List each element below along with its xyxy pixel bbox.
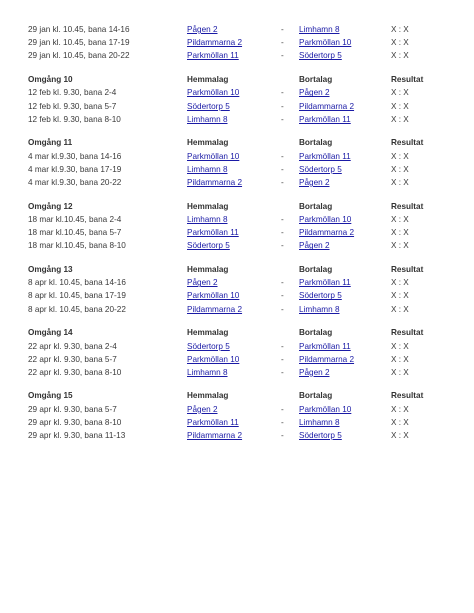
away-team-link[interactable]: Pildammarna 2 (299, 228, 355, 238)
home-team-link[interactable]: Parkmöllan 11 (187, 418, 239, 427)
round-header (0, 390, 474, 402)
match-date: 4 mar kl.9.30, bana 17-19 (28, 164, 122, 174)
match-row (0, 367, 474, 379)
home-team-link[interactable]: Limhamn 8 (187, 214, 228, 224)
away-team-link[interactable]: Parkmöllan 10 (299, 214, 352, 224)
away-team-link[interactable]: Pågen 2 (299, 178, 330, 187)
round-title: Omgång 15 (28, 391, 73, 401)
home-team-link[interactable]: Parkmöllan 10 (187, 354, 240, 364)
match-date: 29 apr kl. 9.30, bana 5-7 (28, 404, 117, 414)
match-date: 8 apr kl. 10.45, bana 20-22 (28, 304, 126, 314)
away-team-link[interactable]: Södertorp 5 (299, 164, 342, 174)
away-team-link[interactable]: Södertorp 5 (299, 431, 342, 441)
match-separator: - (281, 291, 284, 301)
round-title: Omgång 12 (28, 201, 73, 211)
match-date: 8 apr kl. 10.45, bana 17-19 (28, 291, 126, 301)
match-result: X : X (391, 341, 409, 351)
match-date: 4 mar kl.9.30, bana 14-16 (28, 151, 122, 161)
match-row (0, 341, 474, 353)
home-team-link[interactable]: Pildammarna 2 (187, 304, 243, 314)
match-separator: - (281, 114, 284, 124)
round-header (0, 201, 474, 213)
match-date: 18 mar kl.10.45, bana 2-4 (28, 214, 122, 224)
match-row (0, 151, 474, 163)
match-date: 22 apr kl. 9.30, bana 5-7 (28, 354, 117, 364)
match-result: X : X (391, 51, 409, 61)
match-result: X : X (391, 38, 409, 48)
round-header (0, 74, 474, 86)
home-team-header: Hemmalag (187, 74, 229, 84)
match-separator: - (281, 404, 284, 414)
away-team-link[interactable]: Parkmöllan 11 (299, 278, 351, 288)
away-team-link[interactable]: Limhamn 8 (299, 418, 340, 427)
match-result: X : X (391, 431, 409, 441)
away-team-link[interactable]: Södertorp 5 (299, 291, 342, 301)
home-team-header: Hemmalag (187, 264, 229, 274)
match-date: 12 feb kl. 9.30, bana 5-7 (28, 101, 117, 111)
match-row (0, 164, 474, 176)
away-team-link[interactable]: Pildammarna 2 (299, 101, 355, 111)
match-row (0, 430, 474, 442)
result-header: Resultat (391, 138, 424, 148)
away-team-link[interactable]: Parkmöllan 11 (299, 151, 351, 161)
home-team-link[interactable]: Pågen 2 (187, 278, 218, 288)
away-team-link[interactable]: Pågen 2 (299, 367, 330, 377)
match-row (0, 304, 474, 316)
match-separator: - (281, 178, 284, 187)
match-separator: - (281, 354, 284, 364)
home-team-link[interactable]: Södertorp 5 (187, 101, 230, 111)
round-header (0, 327, 474, 339)
match-date: 29 jan kl. 10.45, bana 20-22 (28, 51, 130, 61)
match-separator: - (281, 164, 284, 174)
match-row (0, 177, 474, 189)
match-result: X : X (391, 25, 409, 34)
round-header (0, 137, 474, 149)
match-date: 12 feb kl. 9.30, bana 2-4 (28, 88, 117, 98)
match-result: X : X (391, 101, 409, 111)
away-team-link[interactable]: Limhamn 8 (299, 304, 340, 314)
match-result: X : X (391, 367, 409, 377)
away-team-header: Bortalag (299, 328, 333, 338)
away-team-header: Bortalag (299, 74, 333, 84)
away-team-header: Bortalag (299, 138, 333, 148)
match-separator: - (281, 431, 284, 441)
match-date: 4 mar kl.9.30, bana 20-22 (28, 178, 122, 187)
away-team-link[interactable]: Parkmöllan 11 (299, 341, 351, 351)
match-result: X : X (391, 404, 409, 414)
result-header: Resultat (391, 201, 424, 211)
home-team-header: Hemmalag (187, 328, 229, 338)
match-separator: - (281, 101, 284, 111)
match-result: X : X (391, 164, 409, 174)
away-team-link[interactable]: Parkmöllan 11 (299, 114, 351, 124)
match-result: X : X (391, 114, 409, 124)
match-result: X : X (391, 291, 409, 301)
match-separator: - (281, 304, 284, 314)
match-date: 18 mar kl.10.45, bana 5-7 (28, 228, 122, 238)
match-row (0, 227, 474, 239)
home-team-link[interactable]: Södertorp 5 (187, 341, 230, 351)
match-row (0, 87, 474, 99)
result-header: Resultat (391, 264, 424, 274)
away-team-link[interactable]: Pågen 2 (299, 88, 330, 98)
match-separator: - (281, 341, 284, 351)
away-team-link[interactable]: Parkmöllan 10 (299, 38, 352, 48)
result-header: Resultat (391, 391, 424, 401)
match-row (0, 37, 474, 49)
away-team-link[interactable]: Parkmöllan 10 (299, 404, 352, 414)
away-team-header: Bortalag (299, 264, 333, 274)
match-row (0, 214, 474, 226)
away-team-link[interactable]: Södertorp 5 (299, 51, 342, 61)
home-team-link[interactable]: Pildammarna 2 (187, 38, 243, 48)
match-row (0, 290, 474, 302)
match-row (0, 114, 474, 126)
match-result: X : X (391, 278, 409, 288)
match-separator: - (281, 38, 284, 48)
match-separator: - (281, 367, 284, 377)
match-date: 29 jan kl. 10.45, bana 14-16 (28, 25, 130, 34)
match-result: X : X (391, 178, 409, 187)
match-result: X : X (391, 418, 409, 427)
match-date: 22 apr kl. 9.30, bana 2-4 (28, 341, 117, 351)
round-title: Omgång 11 (28, 138, 73, 148)
match-result: X : X (391, 354, 409, 364)
away-team-header: Bortalag (299, 201, 333, 211)
match-separator: - (281, 278, 284, 288)
home-team-link[interactable]: Pildammarna 2 (187, 178, 243, 187)
match-date: 12 feb kl. 9.30, bana 8-10 (28, 114, 121, 124)
match-separator: - (281, 214, 284, 224)
result-header: Resultat (391, 328, 424, 338)
round-title: Omgång 13 (28, 264, 73, 274)
match-date: 22 apr kl. 9.30, bana 8-10 (28, 367, 122, 377)
match-separator: - (281, 51, 284, 61)
home-team-link[interactable]: Pågen 2 (187, 404, 218, 414)
match-date: 8 apr kl. 10.45, bana 14-16 (28, 278, 126, 288)
match-row (0, 50, 474, 62)
round-header (0, 264, 474, 276)
match-date: 18 mar kl.10.45, bana 8-10 (28, 241, 126, 251)
match-row (0, 404, 474, 416)
round-title: Omgång 14 (28, 328, 73, 338)
match-separator: - (281, 418, 284, 427)
away-team-header: Bortalag (299, 391, 333, 401)
away-team-link[interactable]: Pågen 2 (299, 241, 330, 251)
home-team-link[interactable]: Limhamn 8 (187, 367, 228, 377)
match-result: X : X (391, 214, 409, 224)
home-team-link[interactable]: Parkmöllan 10 (187, 291, 240, 301)
home-team-link[interactable]: Parkmöllan 10 (187, 88, 240, 98)
match-row (0, 101, 474, 113)
away-team-link[interactable]: Limhamn 8 (299, 25, 340, 34)
match-result: X : X (391, 151, 409, 161)
home-team-header: Hemmalag (187, 391, 229, 401)
home-team-link[interactable]: Parkmöllan 11 (187, 51, 239, 61)
match-result: X : X (391, 241, 409, 251)
match-separator: - (281, 25, 284, 34)
match-row (0, 277, 474, 289)
home-team-link[interactable]: Pildammarna 2 (187, 431, 243, 441)
home-team-link[interactable]: Parkmöllan 10 (187, 151, 240, 161)
result-header: Resultat (391, 74, 424, 84)
home-team-link[interactable]: Parkmöllan 11 (187, 228, 239, 238)
match-separator: - (281, 88, 284, 98)
home-team-link[interactable]: Limhamn 8 (187, 114, 228, 124)
home-team-link[interactable]: Södertorp 5 (187, 241, 230, 251)
home-team-link[interactable]: Pågen 2 (187, 25, 218, 34)
match-row (0, 354, 474, 366)
match-separator: - (281, 241, 284, 251)
home-team-header: Hemmalag (187, 138, 229, 148)
match-result: X : X (391, 88, 409, 98)
away-team-link[interactable]: Pildammarna 2 (299, 354, 355, 364)
match-date: 29 jan kl. 10.45, bana 17-19 (28, 38, 130, 48)
match-result: X : X (391, 228, 409, 238)
match-separator: - (281, 151, 284, 161)
match-separator: - (281, 228, 284, 238)
home-team-link[interactable]: Limhamn 8 (187, 164, 228, 174)
round-title: Omgång 10 (28, 74, 73, 84)
match-row (0, 24, 474, 36)
home-team-header: Hemmalag (187, 201, 229, 211)
match-row (0, 417, 474, 429)
match-row (0, 240, 474, 252)
match-date: 29 apr kl. 9.30, bana 8-10 (28, 418, 122, 427)
match-date: 29 apr kl. 9.30, bana 11-13 (28, 431, 126, 441)
match-result: X : X (391, 304, 409, 314)
